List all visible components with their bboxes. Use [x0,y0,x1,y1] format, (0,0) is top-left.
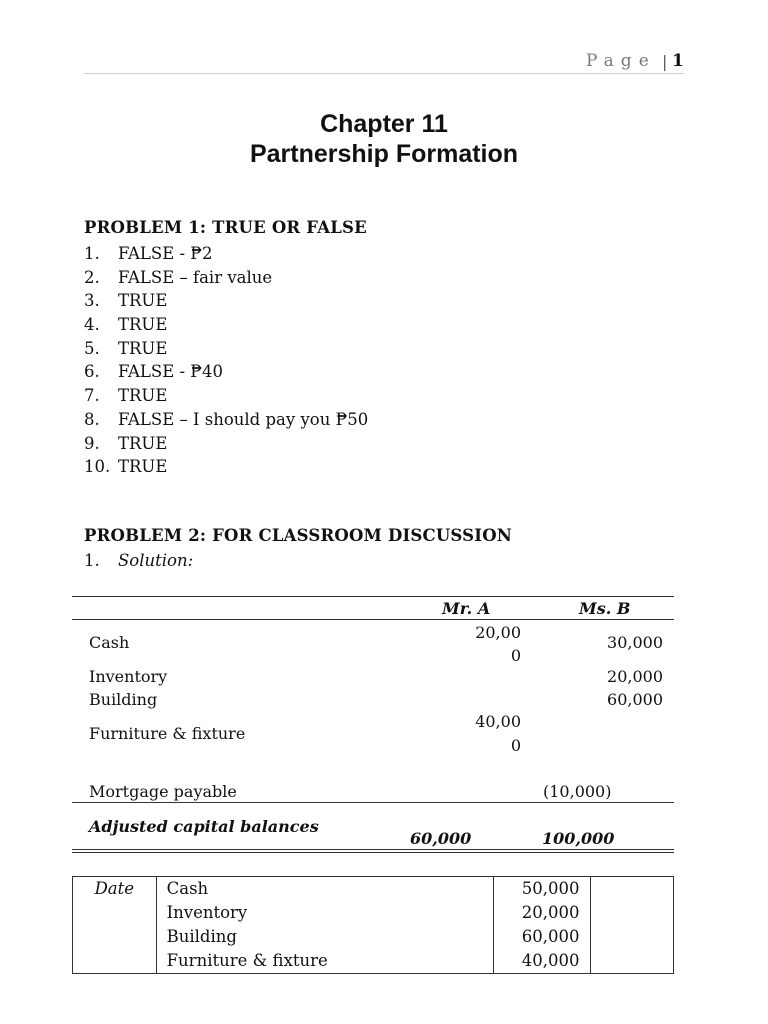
table-top-rule [72,596,674,597]
row-label-cash: Cash [89,633,130,652]
item-number: 6. [84,362,100,382]
item-answer: TRUE [118,315,168,335]
item-number: 5. [84,338,100,358]
building-b-value: 60,000 [607,690,663,709]
cash-b-value: 30,000 [607,633,663,652]
total-top-rule [72,802,674,803]
problem2-item-number: 1. [84,551,100,570]
item-number: 9. [84,433,100,453]
account-name: Cash [166,879,209,898]
table-row [73,877,674,974]
total-b-value: 100,000 [542,829,615,848]
item-answer: TRUE [118,433,168,453]
item-answer: FALSE – I should pay you ₱50 [118,409,369,429]
account-name: Inventory [166,903,248,922]
debit-amount: 50,000 [521,879,580,898]
item-number: 1. [84,244,100,263]
problem2-heading: PROBLEM 2: FOR CLASSROOM DISCUSSION [84,526,513,545]
item-answer: FALSE – fair value [118,267,273,287]
double-rule-top [72,849,674,850]
inventory-b-value: 20,000 [607,667,663,686]
furniture-a-value-bottom: 0 [510,736,521,755]
debit-amount: 20,000 [521,903,580,922]
cash-a-value-top: 20,00 [475,623,521,642]
double-rule-bottom [72,852,674,853]
row-label-furniture: Furniture & fixture [89,724,246,743]
item-answer: TRUE [118,457,168,477]
column-header-mr-a: Mr. A [442,599,491,618]
row-label-building: Building [89,690,158,709]
item-answer: TRUE [118,386,168,406]
header-bottom-rule [72,619,674,620]
account-name: Building [166,927,237,946]
item-answer: TRUE [118,291,168,311]
item-answer: TRUE [118,338,168,358]
debit-cell [494,877,590,974]
credit-cell [590,877,673,974]
chapter-subtitle: Partnership Formation [249,140,519,168]
account-name: Furniture & fixture [166,951,328,970]
item-number: 2. [84,267,100,287]
problem1-heading: PROBLEM 1: TRUE OR FALSE [84,218,367,237]
date-cell: Date [73,877,157,974]
debit-amount: 60,000 [521,927,580,946]
item-number: 8. [84,409,100,429]
total-a-value: 60,000 [410,829,472,848]
item-number: 7. [84,386,100,406]
mortgage-b-value: (10,000) [543,782,612,801]
item-answer: FALSE - ₱40 [118,362,223,382]
problem2-item-label: Solution: [118,551,194,570]
item-number: 4. [84,315,100,335]
column-header-ms-b: Ms. B [579,599,631,618]
journal-entry-table [72,876,674,974]
row-label-inventory: Inventory [89,667,168,686]
total-label: Adjusted capital balances [89,817,319,836]
item-number: 3. [84,291,100,311]
debit-amount: 40,000 [521,951,580,970]
row-label-mortgage: Mortgage payable [89,782,237,801]
page-number: 1 [672,51,684,71]
page-label: Page [586,51,656,71]
item-answer: FALSE - ₱2 [118,244,213,263]
cash-a-value-bottom: 0 [510,646,521,665]
furniture-a-value-top: 40,00 [475,712,521,731]
page-separator: | [662,52,668,71]
chapter-title: Chapter 11 [320,110,448,138]
item-number: 10. [84,457,111,477]
header-rule [84,73,684,74]
account-cell [156,877,493,974]
